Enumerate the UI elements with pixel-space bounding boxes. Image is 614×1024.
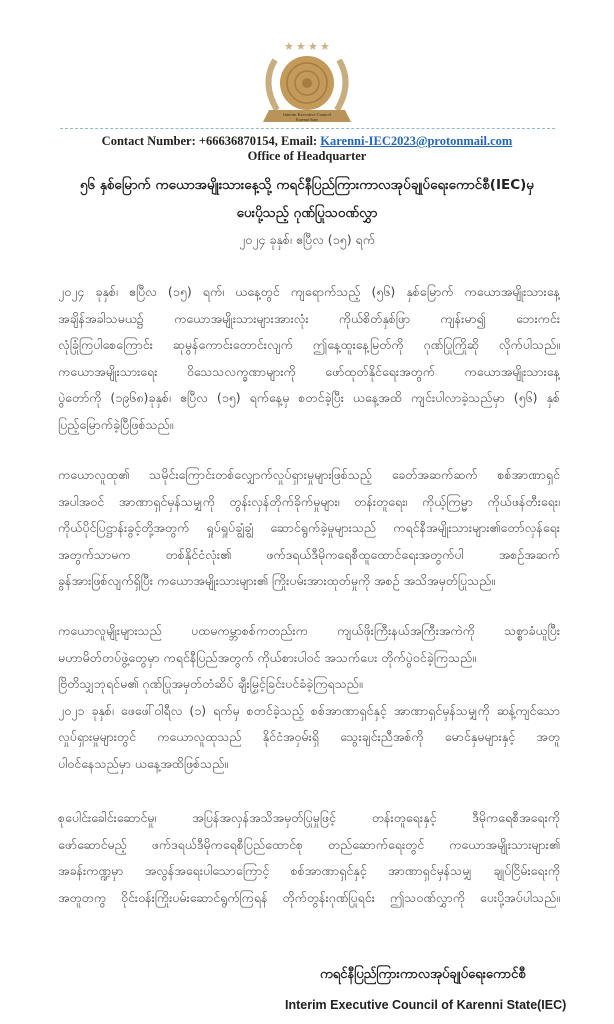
text-line: ကယောလူထု၏ သမိုင်းကြောင်းတစ်လျှောက်လှုပ်ရှားမှုများဖြစ်သည့် ခေတ်အဆက်ဆက် စစ်အာဏာရှင် [58, 467, 560, 482]
text-line: စုပေါင်းခေါင်းဆောင်မှု၊ အပြန်အလှန်အသိအမှတ်ပြုမှုဖြင့် တန်းတူရေးနှင့် ဒီမိုကရေစီအရေးကို [58, 810, 560, 825]
svg-text:★: ★ [284, 40, 294, 53]
paragraph-1 [58, 279, 560, 438]
text-line: ပြည့်မြောက်ခဲ့ပြီဖြစ်သည်။ [58, 416, 174, 432]
text-line: အပါအဝင် အာဏာရှင်မှန်သမျှကို တွန်းလှန်တိုက်ခိုက်မှုများ၊ တန်းတူရေး၊ ကိုယ့်ကြမ္မာ ကိုယ်ဖန်တီးရေး၊ [58, 493, 560, 509]
text-line: လုံခြုံကြပါစေကြောင်း ဆုမွန်ကောင်းတောင်းလျက် ဤနေ့ထူးနေ့မြတ်ကို ဂုဏ်ပြုကြိုဆို လိုက်ပါသည်။ [58, 337, 560, 352]
email-link[interactable]: Karenni-IEC2023@protonmail.com [320, 134, 513, 148]
svg-text:Interim Executive Council: Interim Executive Council [283, 112, 331, 117]
text-line: အတွက်သာမက တစ်နိုင်ငံလုံး၏ ဖက်ဒရယ်ဒီမိုကရေစီထူထောင်ရေးအတွက်ပါ အစဉ်အဆက် [58, 546, 560, 562]
text-line: ၂၀၂၁ ခုနှစ်၊ ဖေဖေါ်ဝါရီလ (၁) ရက်မှ စတင်ခဲ့သည့် စစ်အာဏာရှင်နှင့် အာဏာရှင်မှန်သမျှကို ဆန့်ကျင်သော [58, 702, 560, 718]
text-line: ခွန်အားဖြစ်လျက်ရှိပြီး ကယောအမျိုးသားများ၏ ကြိုးပမ်းအားထုတ်မှုကို အစဉ် အသိအမှတ်ပြုသည်။ [58, 573, 496, 588]
text-line: အချိန်အခါသမယ၌ ကယောအမျိုးသားများအားလုံး ကိုယ်စိတ်နှစ်ဖြာ ကျန်းမာ၍ ဘေးကင်း [58, 310, 560, 326]
contact-line [0, 134, 614, 149]
text-line: ၂၀၂၄ ခုနှစ်၊ ဧပြီလ (၁၅) ရက်၊ ယနေ့တွင် ကျရောက်သည့် (၅၆) နှစ်မြောက် ကယောအမျိုးသားနေ့ [58, 284, 560, 299]
office-label: Office of Headquarter [247, 149, 367, 163]
text-line: ကယောအမျိုးသားရေး ဝိသေသလက္ခဏာများကို ဖော်ထုတ်နိုင်ရေးအတွက် ကယောအမျိုးသားနေ့ [58, 363, 560, 379]
text-line: ဖော်ဆောင်မည့် ဖက်ဒရယ်ဒီမိုကရေစီပြည်ထောင်စု တည်ဆောက်ရေးတွင် ကယောအမျိုးသားများ၏ [58, 836, 560, 852]
paragraph-4 [58, 805, 560, 911]
contact-label: Contact Number: +66636870154, Email: [101, 134, 321, 148]
header-divider [60, 128, 555, 129]
svg-text:★: ★ [296, 40, 306, 53]
text-line: ဗြိတိသျှဘုရင်မ၏ ဂုဏ်ပြုအမှတ်တံဆိပ် ချီးမြှင့်ခြင်းပင်ခံခဲ့ကြရသည်။ [58, 676, 363, 691]
svg-text:Karenni State: Karenni State [296, 117, 318, 122]
document-title-line1: ၅၆ နှစ်မြောက် ကယောအမျိုးသားနေ့သို့ ကရင်နီပြည်ကြားကာလအုပ်ချုပ်ရေးကောင်စီ(IEC)မှ [79, 177, 535, 193]
star-icons [284, 40, 330, 53]
signature-myanmar: ကရင်နီပြည်ကြားကာလအုပ်ချုပ်ရေးကောင်စီ [320, 967, 526, 982]
svg-text:★: ★ [308, 40, 318, 53]
text-line: ပွဲတော်ကို (၁၉၆၈)ခုနှစ်၊ ဧပြီလ (၁၅) ရက်နေ့မှ စတင်ခဲ့ပြီး ယနေ့အထိ ကျင်းပါလာခဲ့သည်မှာ (၅၆) နှစ် [58, 390, 560, 405]
svg-text:★: ★ [320, 40, 330, 53]
text-line: ပါဝင်နေသည်မှာ ယနေ့အထိဖြစ်သည်။ [58, 755, 229, 771]
text-line: မဟာမိတ်တပ်ဖွဲ့တွေမှာ ကရင်နီပြည်အတွက် ကိုယ်စားပါဝင် အသက်ပေး တိုက်ပွဲဝင်ခဲ့ကြသည်။ [58, 649, 477, 665]
document-title-line2: ပေးပို့သည့် ဂုဏ်ပြုသဝဏ်လွှာ [236, 205, 378, 221]
text-line: လှုပ်ရှားမှုများတွင် ကယောလူထုသည် နိုင်ငံအဝှမ်းရှိ သွေးချင်းညီအစ်ကို မောင်နှမများနှင့် အတူ [58, 729, 560, 744]
signature-english: Interim Executive Council of Karenni State(IEC) [285, 998, 567, 1012]
text-line: အခန်းကဏ္ဍမှာ အလွန်အရေးပါသောကြောင့် စစ်အာဏာရှင်နှင့် အာဏာရှင်မှန်သမျှ ချုပ်ငြိမ်းရေးကို [58, 863, 560, 878]
paragraph-3 [58, 618, 560, 777]
text-line: ကယောလူမျိုးများသည် ပထမကမ္ဘာစစ်ကတည်းက ကျယ်ဖိုးကြီးနယ်အကြီးအကဲကို သစ္စာခံယူပြီး [58, 623, 560, 638]
iec-logo [247, 38, 367, 128]
document-date: ၂၀၂၄ ခုနှစ်၊ ဧပြီလ (၁၅) ရက် [239, 232, 375, 247]
paragraph-2 [58, 462, 560, 595]
text-line: ကိုယ်ပိုင်ပြဋ္ဌာန်းခွင့်တို့အတွက် ရှုပ်ရှုပ်ချွံချွံ ဆောင်ရွက်ခဲ့မှုများသည် ကရင်နီအမျိုးသားများ၏တော်လှန်ရေး [58, 520, 560, 535]
text-line: အတူတကွ ဝိုင်းဝန်းကြိုးပမ်းဆောင်ရွက်ကြရန် တိုက်တွန်းဂုဏ်ပြုရင်း ဤသဝဏ်လွှာကို ပေးပို့အပ်ပါသည်။ [58, 889, 560, 905]
